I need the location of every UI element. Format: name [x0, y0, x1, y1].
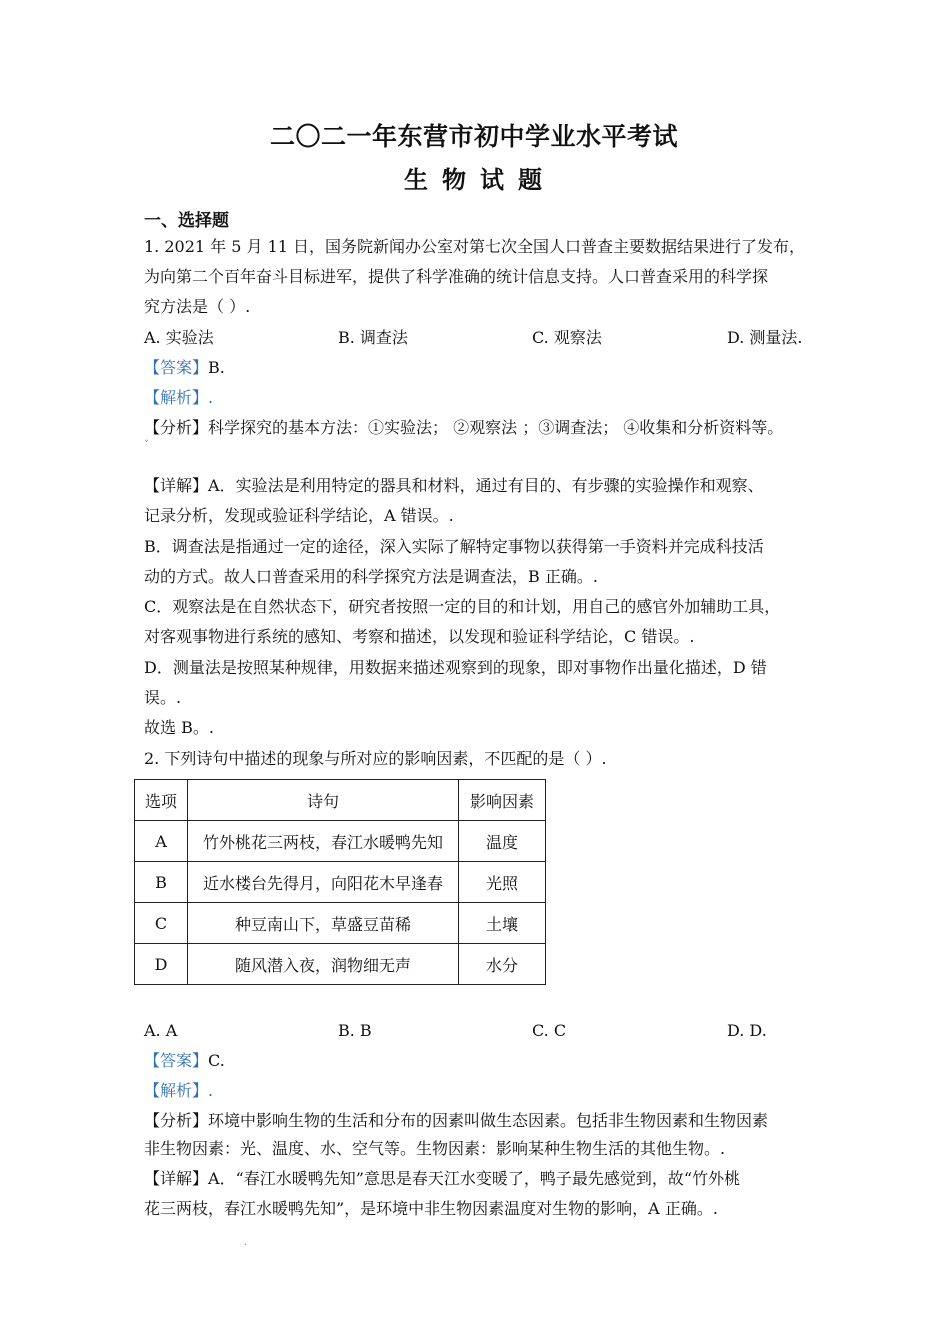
q2-detail-line2: 花三两枝，春江水暖鸭先知”，是环境中非生物因素温度对生物的影响，A 正确。. [144, 1199, 718, 1218]
q2-option-a: A. A [144, 1021, 178, 1040]
q2-analysis-line1 [144, 1111, 768, 1131]
table-cell: 随风潜入夜，润物细无声 [188, 944, 459, 985]
table-row [135, 821, 546, 862]
table-cell: 土壤 [459, 903, 546, 944]
q1-stem-line1: 1. 2021 年 5 月 11 日，国务院新闻办公室对第七次全国人口普查主要数据结果进行了发布， [144, 237, 806, 256]
table-cell: 竹外桃花三两枝，春江水暖鸭先知 [188, 821, 459, 862]
table-cell: A [135, 821, 188, 862]
table-header-row [135, 780, 546, 821]
q2-options-table [134, 779, 546, 985]
table-header-cell: 影响因素 [459, 780, 546, 821]
analysis-label: 【分析】 [144, 418, 209, 437]
q1-detail-line9: 故选 B。. [144, 718, 214, 737]
table-cell: 种豆南山下，草盛豆苗稀 [188, 903, 459, 944]
q1-option-c: C. 观察法 [532, 328, 602, 347]
table-cell: D [135, 944, 188, 985]
q2-option-c: C. C [532, 1021, 567, 1040]
detail-label: 【详解】 [144, 1169, 209, 1188]
table-row [135, 903, 546, 944]
q1-stem-line2: 为向第二个百年奋斗目标进军，提供了科学准确的统计信息支持。人口普查采用的科学探 [144, 267, 769, 286]
analysis-text: 科学探究的基本方法：①实验法； ②观察法 ；③调查法； ④收集和分析资料等。 [208, 418, 784, 437]
q2-stem: 2. 下列诗句中描述的现象与所对应的影响因素，不匹配的是（ ）. [144, 749, 607, 768]
q2-option-d: D. D. [727, 1021, 767, 1040]
table-cell: 光照 [459, 862, 546, 903]
q1-stem-line3: 究方法是（ ）. [144, 297, 251, 316]
q1-option-a: A. 实验法 [144, 328, 214, 347]
q1-detail-line2: 记录分析，发现或验证科学结论，A 错误。. [144, 506, 454, 525]
answer-value: C. [208, 1051, 225, 1070]
answer-label: 【答案】 [144, 358, 209, 377]
q1-detail-line6: 对客观事物进行系统的感知、考察和描述，以发现和验证科学结论，C 错误。. [144, 627, 695, 646]
analysis-label: 【分析】 [144, 1111, 209, 1130]
detail-text: A．“春江水暖鸭先知”意思是春天江水变暖了，鸭子最先感觉到，故“竹外桃 [208, 1169, 741, 1188]
table-cell: 水分 [459, 944, 546, 985]
paragraph-mark: · [244, 1240, 248, 1251]
detail-label: 【详解】 [144, 476, 209, 495]
q2-analysis-line2: 非生物因素：光、温度、水、空气等。生物因素：影响某种生物生活的其他生物。. [144, 1139, 726, 1158]
q1-detail-line1 [144, 476, 764, 496]
table-row [135, 944, 546, 985]
document-subtitle: 生物试题 [404, 165, 556, 194]
q1-detail-line8: 误。. [144, 688, 182, 707]
table-cell: C [135, 903, 188, 944]
document-title: 二〇二一年东营市初中学业水平考试 [270, 122, 679, 151]
q1-answer [144, 358, 225, 378]
table-cell: 温度 [459, 821, 546, 862]
q2-option-b: B. B [338, 1021, 372, 1040]
paragraph-mark: ˅ [144, 440, 149, 451]
section-heading: 一、选择题 [144, 211, 229, 231]
q1-detail-line7: D．测量法是按照某种规律，用数据来描述观察到的现象，即对事物作出量化描述，D 错 [144, 658, 767, 677]
q2-detail-line1 [144, 1169, 740, 1189]
table-cell: B [135, 862, 188, 903]
q1-jiexi-label: 【解析】. [144, 388, 214, 407]
q1-option-d: D. 测量法. [727, 328, 803, 347]
answer-value: B. [208, 358, 225, 377]
analysis-text: 环境中影响生物的生活和分布的因素叫做生态因素。包括非生物因素和生物因素 [208, 1111, 769, 1130]
answer-label: 【答案】 [144, 1051, 209, 1070]
q1-detail-line5: C．观察法是在自然状态下，研究者按照一定的目的和计划，用自己的感官外加辅助工具， [144, 597, 781, 616]
q2-jiexi-label: 【解析】. [144, 1081, 214, 1100]
q1-detail-line3: B．调查法是指通过一定的途径，深入实际了解特定事物以获得第一手资料并完成科技活 [144, 537, 764, 556]
q1-option-b: B. 调查法 [338, 328, 408, 347]
table-header-cell: 选项 [135, 780, 188, 821]
q2-answer [144, 1051, 225, 1071]
detail-text: A．实验法是利用特定的器具和材料，通过有目的、有步骤的实验操作和观察、 [208, 476, 764, 495]
q1-analysis [144, 418, 783, 438]
table-cell: 近水楼台先得月，向阳花木早逢春 [188, 862, 459, 903]
table-row [135, 862, 546, 903]
q1-detail-line4: 动的方式。故人口普查采用的科学探究方法是调查法，B 正确。. [144, 567, 598, 586]
table-header-cell: 诗句 [188, 780, 459, 821]
